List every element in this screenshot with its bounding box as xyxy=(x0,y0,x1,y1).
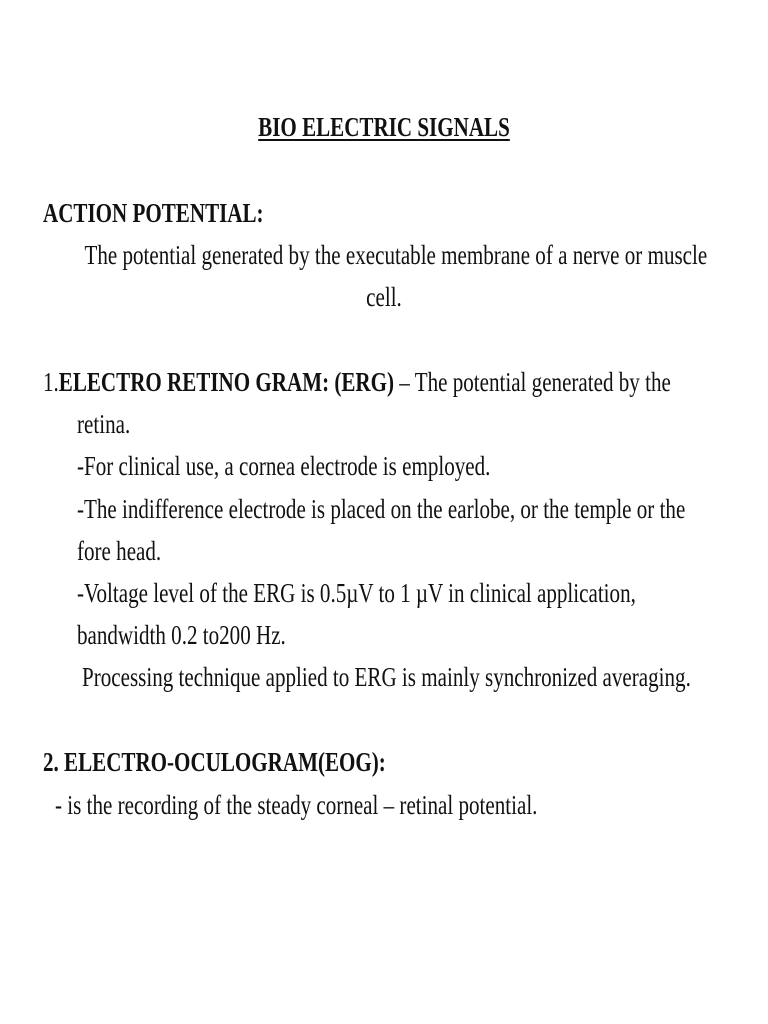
eog-bullet-definition: - is the recording of the steady corneal – retinal potential. xyxy=(55,790,538,820)
action-potential-text-line-1: The potential generated by the executable membrane of a nerve or muscle xyxy=(84,240,708,270)
erg-bullet-clinical-use: -For clinical use, a cornea electrode is employed. xyxy=(77,451,491,481)
erg-bullet-indifference-electrode-line-2: fore head. xyxy=(77,536,162,566)
eog-heading: 2. ELECTRO-OCULOGRAM(EOG): xyxy=(43,747,386,777)
erg-bullet-indifference-electrode-line-1: -The indifference electrode is placed on the earlobe, or the temple or the xyxy=(77,494,686,524)
erg-heading-description: – The potential generated by the xyxy=(394,367,671,397)
erg-heading: ELECTRO RETINO GRAM: (ERG) xyxy=(58,367,395,397)
erg-processing-technique: Processing technique applied to ERG is mainly synchronized averaging. xyxy=(82,662,691,692)
action-potential-heading: ACTION POTENTIAL: xyxy=(43,198,264,228)
erg-heading-continuation: retina. xyxy=(77,409,131,439)
erg-heading-line xyxy=(43,369,671,396)
erg-bullet-voltage-level-line-1: -Voltage level of the ERG is 0.5µV to 1 µV in clinical application, xyxy=(77,578,636,608)
action-potential-text-line-2: cell. xyxy=(366,282,402,312)
page-title: BIO ELECTRIC SIGNALS xyxy=(258,112,510,142)
erg-number: 1. xyxy=(43,367,59,397)
erg-bullet-voltage-level-line-2: bandwidth 0.2 to200 Hz. xyxy=(77,620,286,650)
